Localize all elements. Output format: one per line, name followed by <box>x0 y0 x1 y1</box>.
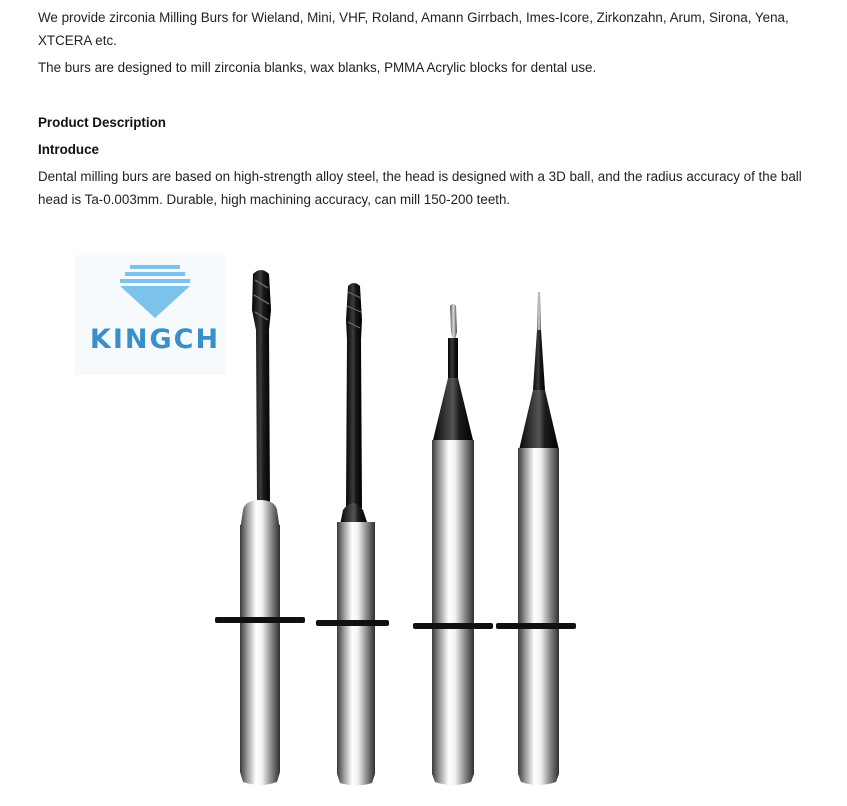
article-content <box>38 6 808 211</box>
logo-text: KINGCH <box>89 324 221 355</box>
milling-bur-4 <box>496 292 576 785</box>
milling-bur-2 <box>316 283 389 786</box>
milling-bur-1 <box>215 270 305 785</box>
intro-paragraph-2: The burs are designed to mill zirconia blanks, wax blanks, PMMA Acrylic blocks for dental use. <box>38 60 597 75</box>
introduce-subheading: Introduce <box>38 142 100 157</box>
product-description-text: Dental milling burs are based on high-strength alloy steel, the head is designed with a 3D ball, and the radius accuracy of the ball head is Ta-0.003mm. Durable, high machining accuracy, can mill 150-200 teeth. <box>38 169 802 207</box>
kingch-logo <box>75 255 225 375</box>
intro-paragraph-1: We provide zirconia Milling Burs for Wieland, Mini, VHF, Roland, Amann Girrbach, Imes-Icore, Zirkonzahn, Arum, Sirona, Yena, XTCERA etc. <box>38 10 789 48</box>
product-description-heading: Product Description <box>38 115 166 130</box>
product-image <box>75 240 635 806</box>
milling-bur-3 <box>413 304 493 785</box>
